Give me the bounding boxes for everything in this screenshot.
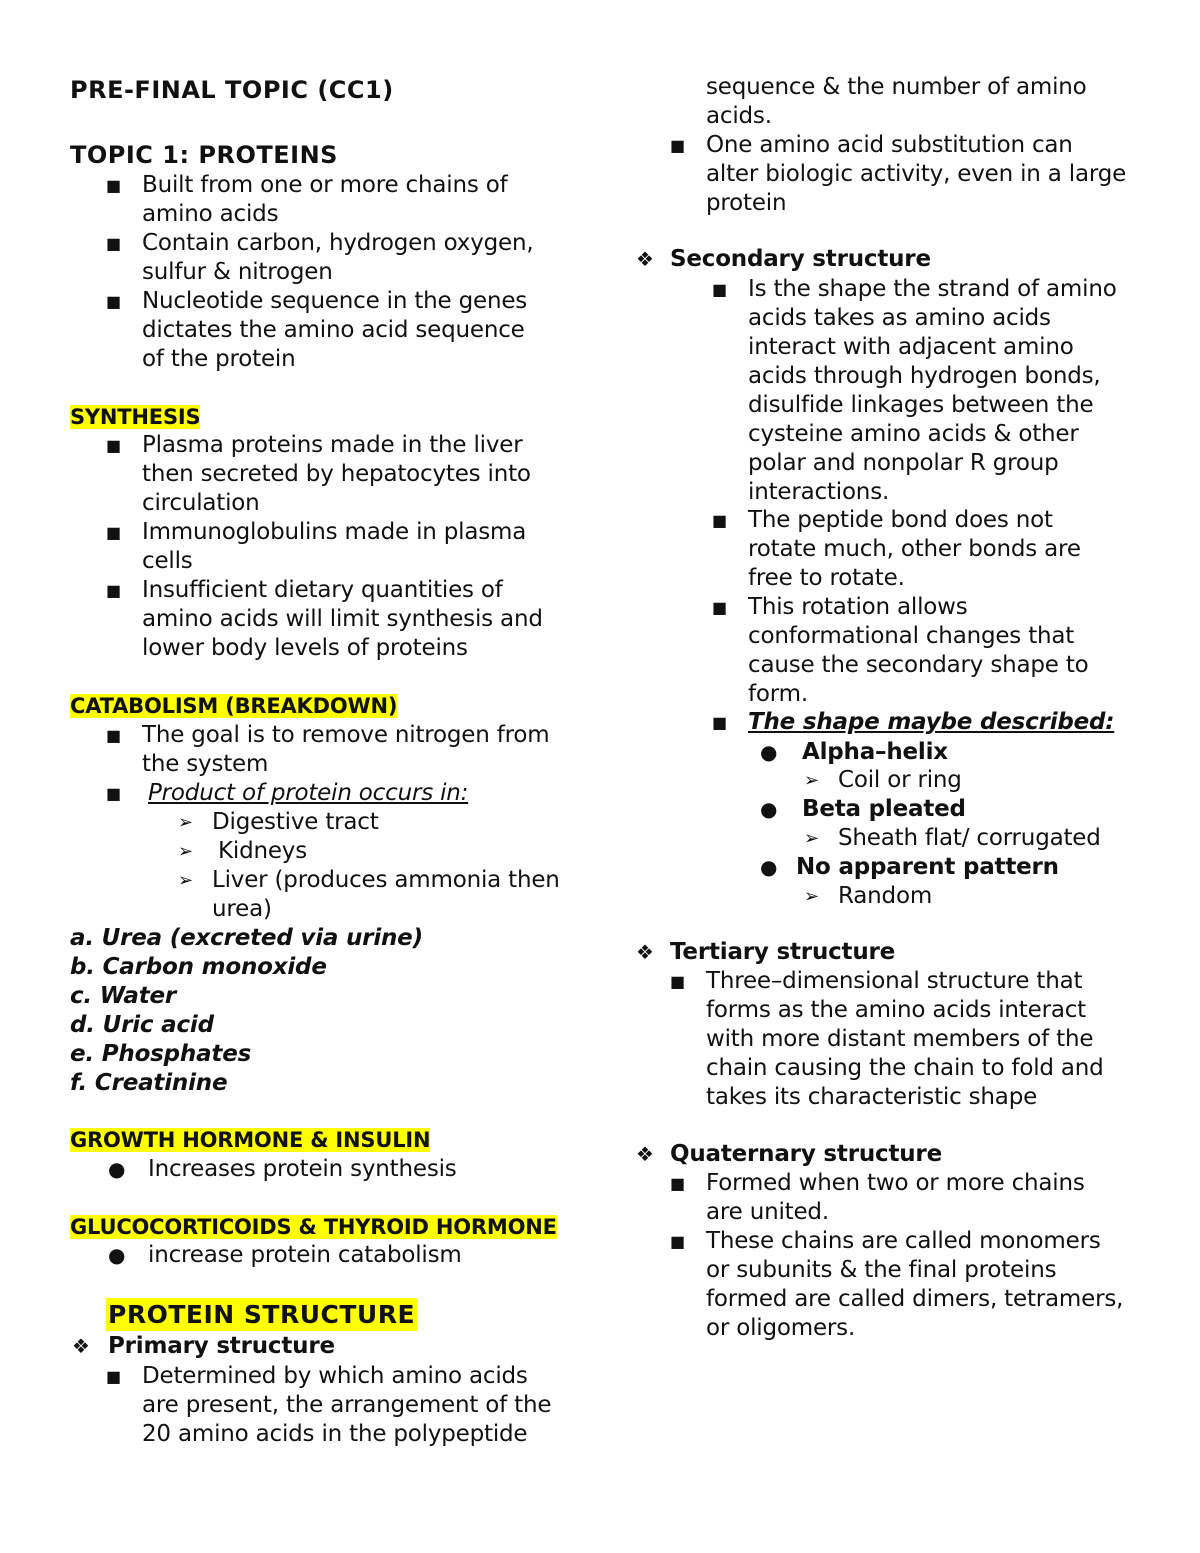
subheading-primary: Primary structure <box>108 1333 335 1359</box>
shape-desc: Random <box>838 883 933 909</box>
diamond-bullet-icon: ❖ <box>636 1142 654 1166</box>
list-item: Kidneys <box>218 838 307 864</box>
diamond-bullet-icon: ❖ <box>72 1334 90 1358</box>
square-bullet-icon: ■ <box>106 784 122 803</box>
list-item: The peptide bond does not <box>748 507 1053 533</box>
list-item: acids. <box>706 103 772 129</box>
product-item: d. Uric acid <box>70 1012 214 1038</box>
round-bullet-icon: ● <box>760 855 778 879</box>
list-item: Three–dimensional structure that <box>706 968 1083 994</box>
list-item: cells <box>142 548 193 574</box>
list-item: interactions. <box>748 479 890 505</box>
square-bullet-icon: ■ <box>670 1232 686 1251</box>
round-bullet-icon: ● <box>108 1243 126 1267</box>
list-item: protein <box>706 190 787 216</box>
round-bullet-icon: ● <box>760 797 778 821</box>
square-bullet-icon: ■ <box>106 726 122 745</box>
section-heading-synthesis: SYNTHESIS <box>70 405 201 429</box>
product-item: b. Carbon monoxide <box>70 954 327 980</box>
list-item: rotate much, other bonds are <box>748 536 1081 562</box>
section-heading-growth: GROWTH HORMONE & INSULIN <box>70 1128 431 1152</box>
list-item: Built from one or more chains of <box>142 172 508 198</box>
list-item: Is the shape the strand of amino <box>748 276 1117 302</box>
arrow-bullet-icon: ➢ <box>804 770 820 791</box>
list-item: Determined by which amino acids <box>142 1363 528 1389</box>
list-item: of the protein <box>142 346 296 372</box>
square-bullet-icon: ■ <box>670 136 686 155</box>
square-bullet-icon: ■ <box>670 1174 686 1193</box>
list-item: Contain carbon, hydrogen oxygen, <box>142 230 534 256</box>
square-bullet-icon: ■ <box>106 292 122 311</box>
list-item: sulfur & nitrogen <box>142 259 333 285</box>
list-item: acids takes as amino acids <box>748 305 1051 331</box>
list-item: cause the secondary shape to <box>748 652 1089 678</box>
list-item: These chains are called monomers <box>706 1228 1101 1254</box>
list-item: dictates the amino acid sequence <box>142 317 525 343</box>
product-label: Product of protein occurs in: <box>148 780 469 806</box>
list-item: conformational changes that <box>748 623 1075 649</box>
section-heading-structure: PROTEIN STRUCTURE <box>108 1300 416 1329</box>
list-item: lower body levels of proteins <box>142 635 468 661</box>
topic-heading: TOPIC 1: PROTEINS <box>70 141 338 169</box>
arrow-bullet-icon: ➢ <box>178 870 194 891</box>
list-item: circulation <box>142 490 260 516</box>
list-item: The goal is to remove nitrogen from <box>142 722 550 748</box>
shape-name: No apparent pattern <box>796 854 1059 880</box>
product-item: f. Creatinine <box>70 1070 228 1096</box>
shape-name: Beta pleated <box>802 796 966 822</box>
list-item: Immunoglobulins made in plasma <box>142 519 527 545</box>
list-item: Liver (produces ammonia then <box>212 867 560 893</box>
product-item: c. Water <box>70 983 177 1009</box>
arrow-bullet-icon: ➢ <box>178 841 194 862</box>
shape-desc: Coil or ring <box>838 767 962 793</box>
list-item: Plasma proteins made in the liver <box>142 432 523 458</box>
list-item: interact with adjacent amino <box>748 334 1074 360</box>
section-heading-catabolism: CATABOLISM (BREAKDOWN) <box>70 694 398 718</box>
list-item: urea) <box>212 896 272 922</box>
square-bullet-icon: ■ <box>106 176 122 195</box>
round-bullet-icon: ● <box>760 740 778 764</box>
list-item: disulfide linkages between the <box>748 392 1094 418</box>
arrow-bullet-icon: ➢ <box>178 812 194 833</box>
round-bullet-icon: ● <box>108 1157 126 1181</box>
list-item: the system <box>142 751 269 777</box>
list-item: Digestive tract <box>212 809 379 835</box>
square-bullet-icon: ■ <box>106 581 122 600</box>
list-item: polar and nonpolar R group <box>748 450 1059 476</box>
list-item: Nucleotide sequence in the genes <box>142 288 528 314</box>
square-bullet-icon: ■ <box>106 234 122 253</box>
square-bullet-icon: ■ <box>712 511 728 530</box>
arrow-bullet-icon: ➢ <box>804 828 820 849</box>
list-item: with more distant members of the <box>706 1026 1094 1052</box>
list-item: or oligomers. <box>706 1315 856 1341</box>
shape-label: The shape maybe described: <box>748 709 1115 735</box>
list-item: takes its characteristic shape <box>706 1084 1038 1110</box>
square-bullet-icon: ■ <box>712 280 728 299</box>
list-item: amino acids will limit synthesis and <box>142 606 543 632</box>
list-item: amino acids <box>142 201 279 227</box>
list-item: One amino acid substitution can <box>706 132 1073 158</box>
product-item: e. Phosphates <box>70 1041 252 1067</box>
subheading-secondary: Secondary structure <box>670 246 931 272</box>
list-item: Increases protein synthesis <box>148 1156 457 1182</box>
list-item: are present, the arrangement of the <box>142 1392 552 1418</box>
list-item: chain causing the chain to fold and <box>706 1055 1104 1081</box>
list-item: free to rotate. <box>748 565 905 591</box>
diamond-bullet-icon: ❖ <box>636 940 654 964</box>
list-item: are united. <box>706 1199 829 1225</box>
diamond-bullet-icon: ❖ <box>636 247 654 271</box>
document-title: PRE-FINAL TOPIC (CC1) <box>70 76 394 104</box>
list-item: or subunits & the final proteins <box>706 1257 1057 1283</box>
shape-desc: Sheath flat/ corrugated <box>838 825 1101 851</box>
list-item: acids through hydrogen bonds, <box>748 363 1101 389</box>
shape-name: Alpha–helix <box>802 739 948 765</box>
subheading-quaternary: Quaternary structure <box>670 1141 942 1167</box>
section-heading-gluco: GLUCOCORTICOIDS & THYROID HORMONE <box>70 1215 557 1239</box>
list-item: increase protein catabolism <box>148 1242 462 1268</box>
list-item: alter biologic activity, even in a large <box>706 161 1127 187</box>
list-item: sequence & the number of amino <box>706 74 1087 100</box>
square-bullet-icon: ■ <box>106 436 122 455</box>
list-item: forms as the amino acids interact <box>706 997 1086 1023</box>
square-bullet-icon: ■ <box>712 598 728 617</box>
list-item: This rotation allows <box>748 594 968 620</box>
list-item: formed are called dimers, tetramers, <box>706 1286 1124 1312</box>
square-bullet-icon: ■ <box>712 713 728 732</box>
square-bullet-icon: ■ <box>670 972 686 991</box>
list-item: cysteine amino acids & other <box>748 421 1079 447</box>
list-item: then secreted by hepatocytes into <box>142 461 531 487</box>
square-bullet-icon: ■ <box>106 1367 122 1386</box>
arrow-bullet-icon: ➢ <box>804 886 820 907</box>
subheading-tertiary: Tertiary structure <box>670 939 896 965</box>
product-item: a. Urea (excreted via urine) <box>70 925 423 951</box>
list-item: 20 amino acids in the polypeptide <box>142 1421 528 1447</box>
list-item: form. <box>748 681 808 707</box>
list-item: Formed when two or more chains <box>706 1170 1085 1196</box>
list-item: Insufficient dietary quantities of <box>142 577 503 603</box>
square-bullet-icon: ■ <box>106 523 122 542</box>
